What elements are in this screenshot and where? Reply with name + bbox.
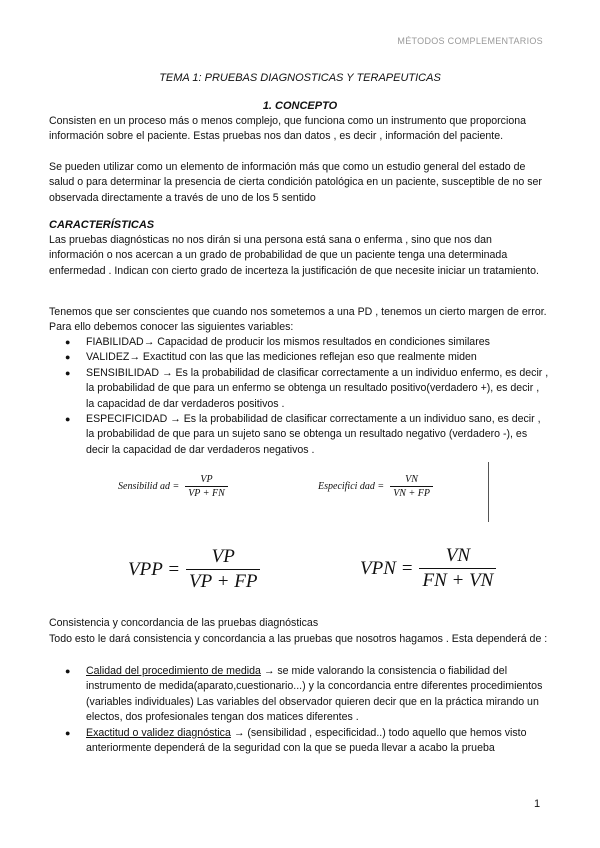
concepto-paragraph-2: Se pueden utilizar como un elemento de información más que como un estudio general del estado de salud o para determinar la presencia de cierta condición patológica en un paciente, susceptible de no ser observada directamente a través de uno de los 5 sentido bbox=[49, 161, 542, 204]
caracteristicas-paragraph-2: Tenemos que ser conscientes que cuando nos sometemos a una PD , tenemos un cierto margen de error. Para ello debemos conocer las siguientes variables: bbox=[49, 306, 547, 334]
vpn-formula: VPN = $\frac{VN}{FN + VN}$ bbox=[360, 545, 496, 592]
variables-list bbox=[49, 335, 549, 458]
consistencia-paragraph: Todo esto le dará consistencia y concordancia a las pruebas que nosotros hagamos . Esta dependerá de : bbox=[49, 633, 548, 645]
running-header: MÉTODOS COMPLEMENTARIOS bbox=[397, 36, 543, 46]
vertical-divider bbox=[488, 462, 489, 522]
list-item: ● Calidad del procedimiento de medida → se mide valorando la consistencia o fiabilidad del instrumento de medida(aparato,cuestionario...) y la concordancia entre diferentes procedimientos (variables individuales) Las variables del observador quieren decir que en la práctica mirando un electos, dos profesionales tengan dos matices diferentes . bbox=[65, 665, 543, 724]
section-heading-caracteristicas: CARACTERÍSTICAS bbox=[49, 219, 155, 231]
concepto-paragraph-1: Consisten en un proceso más o menos complejo, que funciona como un instrumento que proporciona información sobre el paciente. Estas pruebas nos dan datos , es decir , información del paciente. bbox=[49, 115, 526, 143]
vpp-formula: VPP = $\frac{VP}{VP + FP}$ bbox=[128, 546, 260, 593]
document-title: TEMA 1: PRUEBAS DIAGNOSTICAS Y TERAPEUTICAS bbox=[159, 72, 441, 84]
consistencia-heading: Consistencia y concordancia de las pruebas diagnósticas bbox=[49, 617, 319, 629]
underlined-term: Exactitud o validez diagnóstica bbox=[86, 726, 231, 739]
sensitivity-formula: Sensibilid ad = $\frac{VP}{VP + FN}$ bbox=[118, 474, 228, 499]
page-number: 1 bbox=[534, 798, 541, 810]
list-item: ● SENSIBILIDAD → Es la probabilidad de clasificar correctamente a un individuo enfermo, es decir , la probabilidad de que para un enfermo se obtenga un resultado positivo(verdadero +), es decir , la capacidad de dar verdaderos positivos . bbox=[65, 366, 549, 410]
consistencia-list bbox=[49, 664, 549, 756]
underlined-term: Calidad del procedimiento de medida bbox=[86, 665, 261, 677]
bullet-icon: ● bbox=[65, 727, 71, 738]
bullet-icon: ● bbox=[65, 352, 71, 363]
section-heading-concepto: 1. CONCEPTO bbox=[262, 100, 338, 112]
bullet-icon: ● bbox=[65, 337, 71, 347]
list-item: ● FIABILIDAD→ Capacidad de producir los mismos resultados en condiciones similares bbox=[49, 335, 549, 350]
caracteristicas-paragraph-1: Las pruebas diagnósticas no nos dirán si una persona está sana o enferma , sino que nos dan información o nos acercan a un grado de probabilidad de que un paciente tenga una determinada enfermedad . Indican con cierto grado de incerteza la justificación de que necesite iniciar un tratamiento. bbox=[49, 234, 539, 277]
list-item: ● Exactitud o validez diagnóstica → (sensibilidad , especificidad..) todo aquello que hemos visto anteriormente dependerá de la seguridad con la que se pueda llevar a acabo la prueba bbox=[65, 726, 527, 755]
bullet-icon: ● bbox=[65, 666, 71, 676]
specificity-formula: Especifici dad = $\frac{VN}{VN + FP}$ bbox=[318, 474, 433, 499]
bullet-icon: ● bbox=[65, 414, 71, 425]
list-item: ● ESPECIFICIDAD → Es la probabilidad de clasificar correctamente a un individuo sano, es decir , la probabilidad de que para un sujeto sano se obtenga un resultado negativo (verdadero -), es decir la capacidad de dar verdaderos negativos . bbox=[65, 413, 541, 456]
bullet-icon: ● bbox=[65, 367, 71, 378]
list-item: ● VALIDEZ→ Exactitud con las que las mediciones reflejan eso que realmente miden bbox=[49, 350, 549, 365]
